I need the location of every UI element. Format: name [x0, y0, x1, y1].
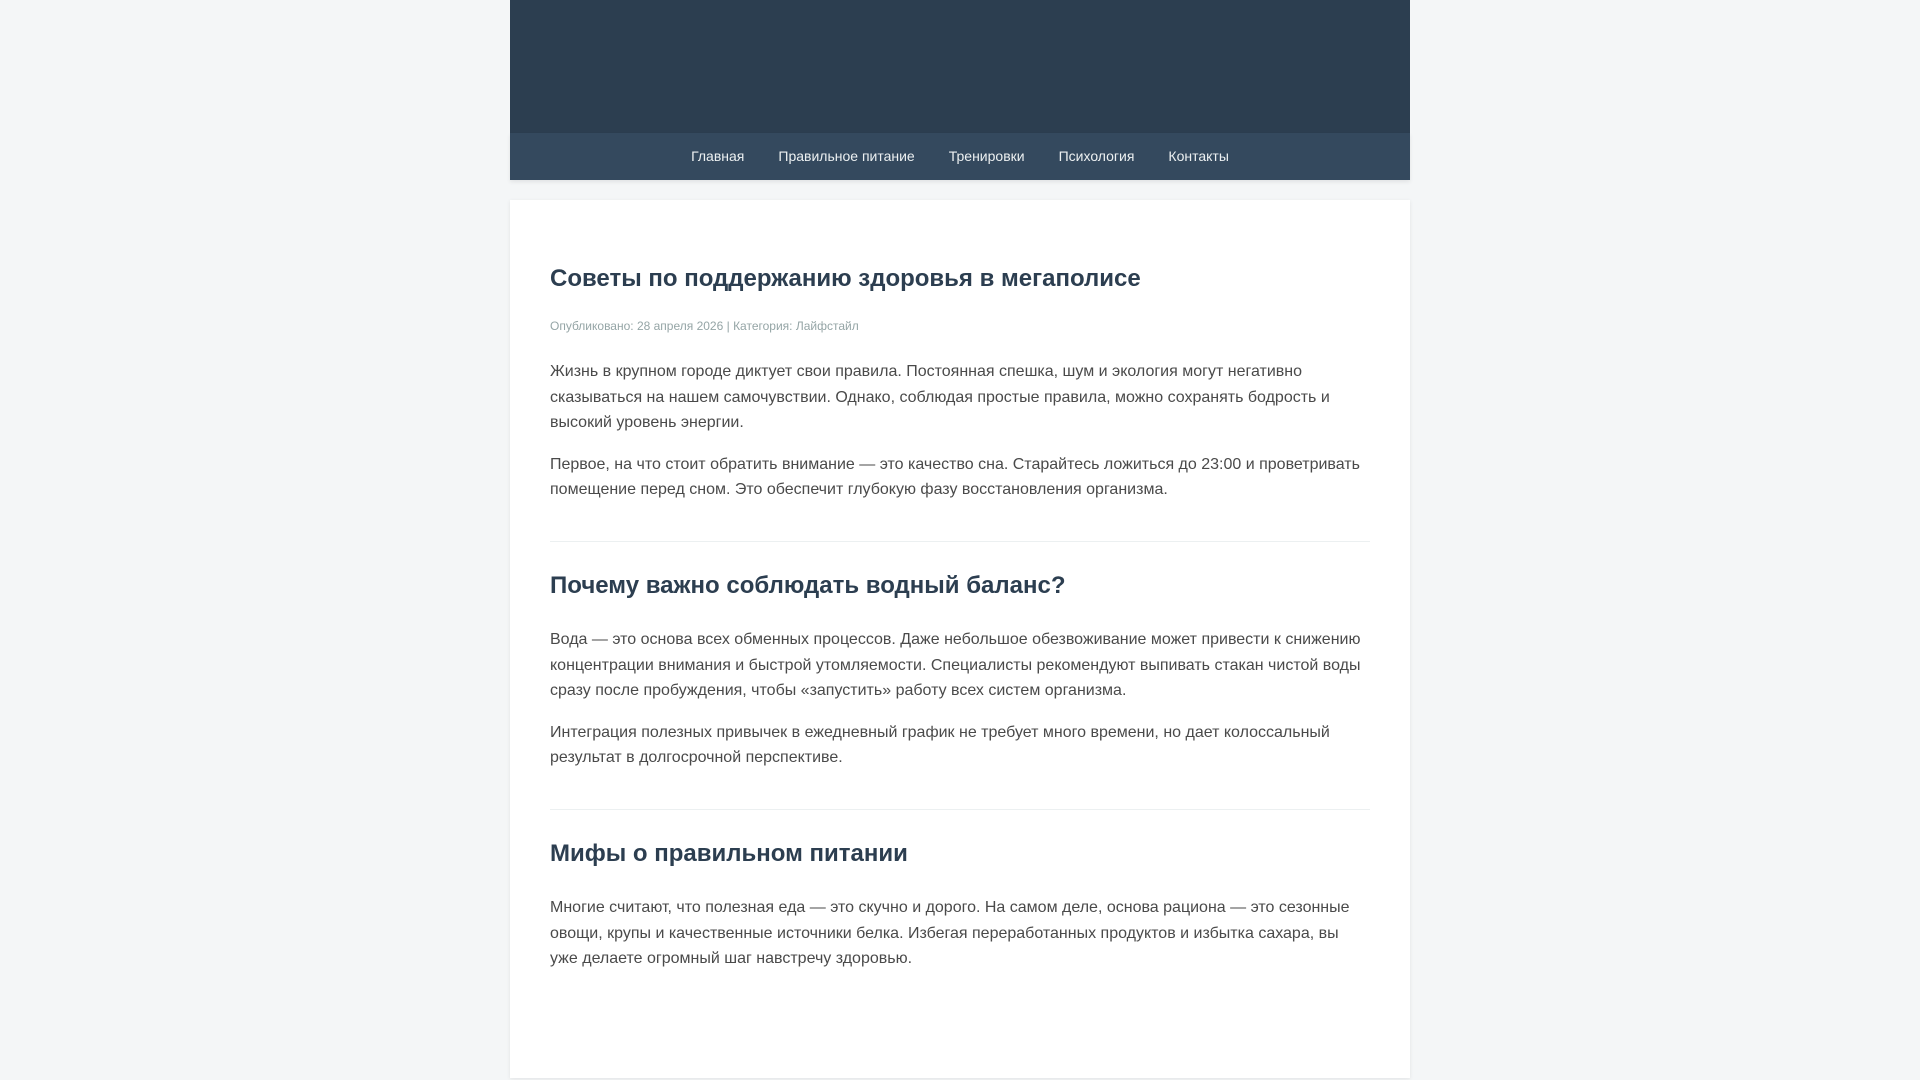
intro-paragraph-2: Первое, на что стоит обратить внимание — это качество сна. Старайтесь ложиться до 23:00 и проветривать помещение перед сном. Это обеспечит глубокую фазу восстановления организма. [550, 455, 1360, 499]
section-heading-water: Почему важно соблюдать водный баланс? [550, 571, 1066, 599]
nav-item-nutrition[interactable]: Правильное питание [778, 148, 915, 164]
section-heading-myths: Мифы о правильном питании [550, 839, 908, 867]
section-divider [550, 541, 1370, 542]
main-nav [510, 133, 1410, 180]
section-divider [550, 809, 1370, 810]
article [510, 200, 1410, 1078]
nav-item-workouts[interactable]: Тренировки [948, 148, 1025, 164]
page-container [510, 0, 1410, 968]
section-myths-paragraph-1: Многие считают, что полезная еда — это скучно и дорого. На самом деле, основа рациона — это сезонные овощи, крупы и качественные источники белка. Избегая переработанных продуктов и избытка сахара, вы уже делаете огромный шаг навстречу здоровью. [550, 898, 1350, 968]
intro-paragraph-1: Жизнь в крупном городе диктует свои правила. Постоянная спешка, шум и экология могут негативно сказываться на нашем самочувствии. Однако, соблюдая простые правила, можно сохранять бодрость и высокий уровень энергии. [550, 363, 1330, 432]
nav-item-psychology[interactable]: Психология [1058, 148, 1135, 164]
site-header [510, 0, 1410, 133]
article-meta: Опубликовано: 28 апреля 2026 | Категория: Лайфстайл [550, 319, 859, 333]
section-water-paragraph-2: Интеграция полезных привычек в ежедневный график не требует много времени, но дает колоссальный результат в долгосрочной перспективе. [550, 723, 1330, 767]
article-title: Советы по поддержанию здоровья в мегаполисе [550, 265, 1141, 292]
section-water-paragraph-1: Вода — это основа всех обменных процессов. Даже небольшое обезвоживание может привести к снижению концентрации внимания и быстрой утомляемости. Специалисты рекомендуют выпивать стакан чистой воды сразу после пробуждения, чтобы «запустить» работу всех систем организма. [550, 630, 1361, 700]
nav-item-home[interactable]: Главная [691, 148, 745, 164]
nav-item-contacts[interactable]: Контакты [1168, 148, 1229, 164]
